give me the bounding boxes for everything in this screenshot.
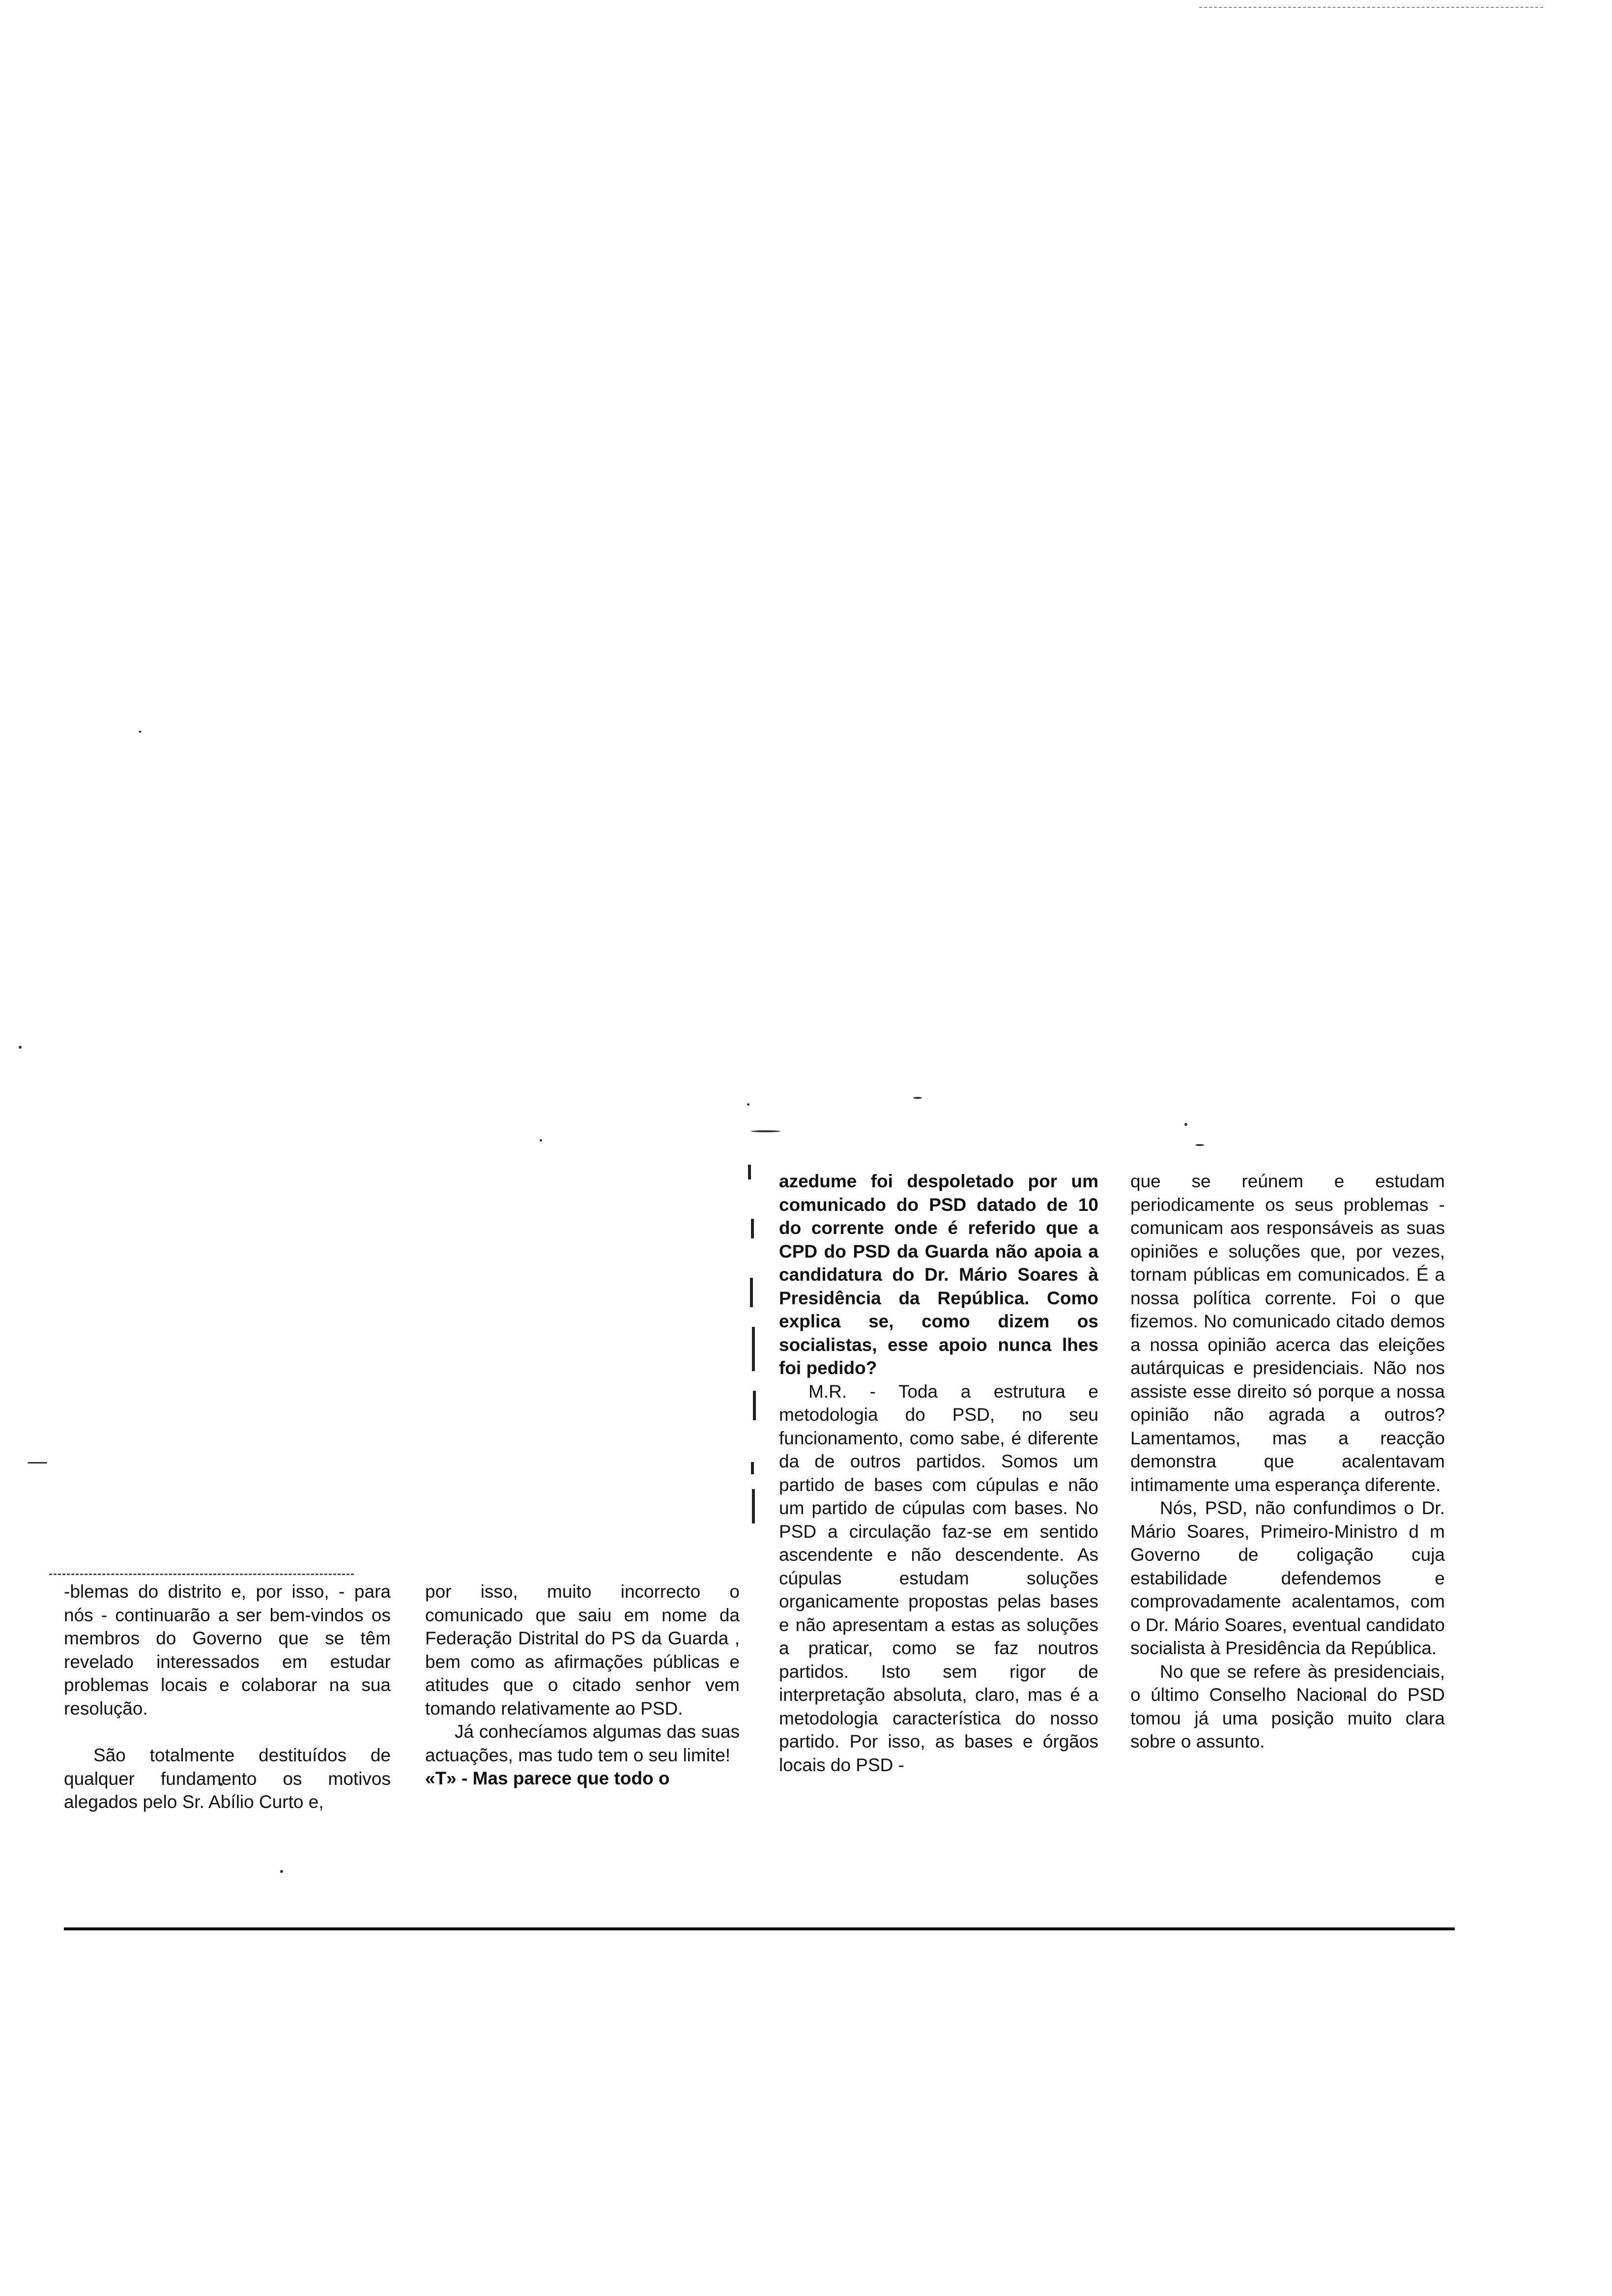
- margin-mark: [752, 1489, 755, 1523]
- article-column-1: [64, 1580, 391, 1814]
- question-start: «T» - Mas parece que todo o: [425, 1768, 670, 1788]
- speck: [1184, 1123, 1187, 1126]
- bottom-rule: [64, 1927, 1455, 1930]
- paragraph: Já conhecíamos algumas das suas actuações, mas tudo tem o seu limite!: [425, 1722, 740, 1765]
- article-column-4: [1130, 1170, 1445, 1753]
- article-column-3: [779, 1170, 1098, 1777]
- speck: [747, 1103, 749, 1106]
- speck: [913, 1097, 922, 1099]
- top-edge-mark: [1199, 7, 1543, 8]
- interview-answer: M.R. - Toda a estrutura e metodologia do PSD, no seu funcionamento, como sabe, é diferente da de outros partidos. Somos um partido de bases com cúpulas e não um partido de cúpulas com bases. No PSD a circulação faz-se em sentido ascendente e não descendente. As cúpulas estudam soluções organicamente propostas pelas bases e não apresentam a estas as soluções a praticar, como se faz noutros partidos. Isto sem rigor de interpretação absoluta, claro, mas é a metodologia característica do nosso partido. Por isso, as bases e órgãos locais do PSD -: [779, 1381, 1098, 1775]
- speck: [28, 1462, 47, 1464]
- paragraph: Nós, PSD, não confundimos o Dr. Mário Soares, Primeiro-Ministro d m Governo de coligação cuja estabilidade defendemos e comprovadamente acalentamos, com o Dr. Mário Soares, eventual candidato socialista à Presidência da República.: [1130, 1498, 1445, 1658]
- speck: [19, 1046, 22, 1049]
- article-column-2: [425, 1580, 740, 1790]
- paragraph: No que se refere às presidenciais, o último Conselho Nacional do PSD tomou já uma posição muito clara sobre o assunto.: [1130, 1661, 1445, 1751]
- column-top-rule: [49, 1574, 354, 1575]
- speck: [540, 1139, 542, 1142]
- paragraph: São totalmente destituídos de qualquer fundamento os motivos alegados pelo Sr. Abílio Curto e,: [64, 1745, 391, 1812]
- paragraph: -blemas do distrito e, por isso, - para nós - continuarão a ser bem-vindos os membros do Governo que se têm revelado interessados em estudar problemas locais e colaborar na sua resolução.: [64, 1581, 391, 1719]
- margin-mark: [750, 1278, 753, 1307]
- interview-question: azedume foi despoletado por um comunicado do PSD datado de 10 do corrente onde é referido que a CPD do PSD da Guarda não apoia a candidatura do Dr. Mário Soares à Presidência da República. Como explica se, como dizem os socialistas, esse apoio nunca lhes foi pedido?: [779, 1171, 1098, 1378]
- margin-mark: [751, 1219, 754, 1238]
- paragraph: por isso, muito incorrecto o comunicado que saiu em nome da Federação Distrital do PS da Guarda , bem como as afirmações públicas e atitudes que o citado senhor vem tomando relativamente ao PSD.: [425, 1581, 740, 1719]
- speck: [1195, 1144, 1204, 1146]
- margin-mark: [752, 1327, 755, 1371]
- paragraph: que se reúnem e estudam periodicamente os seus problemas - comunicam aos responsáveis as suas opiniões e soluções que, por vezes, tornam públicas em comunicados. É a nossa política corrente. Foi o que fizemos. No comunicado citado demos a nossa opinião acerca das eleições autárquicas e presidenciais. Não nos assiste esse direito só porque a nossa opinião não agrada a outros? Lamentamos, mas a reacção demonstra que acalentavam intimamente uma esperança diferente.: [1130, 1171, 1445, 1495]
- speck: [139, 731, 142, 733]
- margin-mark: [748, 1165, 751, 1179]
- margin-mark: [753, 1391, 756, 1420]
- margin-mark: [751, 1462, 754, 1474]
- speck: [751, 1130, 780, 1132]
- speck: [280, 1870, 283, 1873]
